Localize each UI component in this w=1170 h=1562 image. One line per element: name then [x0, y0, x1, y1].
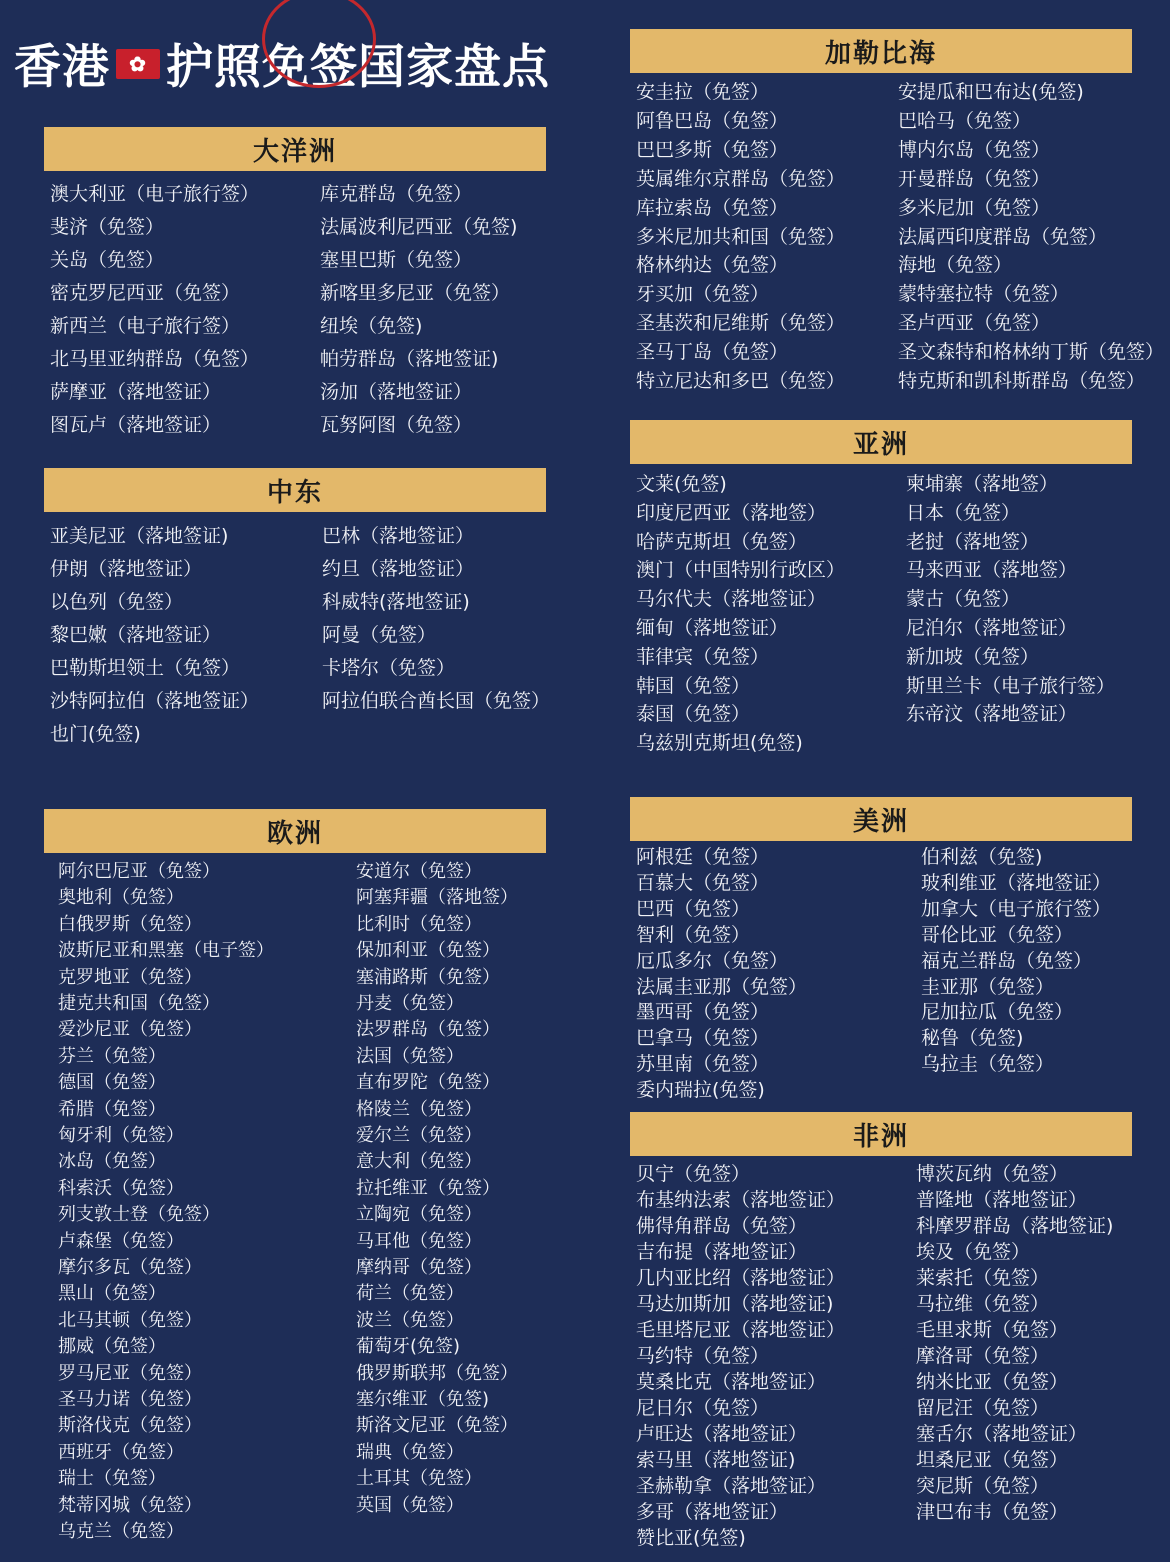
country-item: 阿塞拜疆（落地签） [356, 887, 518, 908]
hong-kong-flag-icon [116, 49, 160, 79]
country-item: 罗马尼亚（免签） [58, 1363, 202, 1384]
country-item: 土耳其（免签） [356, 1468, 482, 1489]
country-item: 爱尔兰（免签） [356, 1125, 482, 1146]
country-item: 留尼汪（免签） [916, 1397, 1050, 1419]
country-item: 伊朗（落地签证） [50, 558, 203, 580]
country-item: 福克兰群岛（免签） [921, 950, 1093, 972]
country-item: 特立尼达和多巴（免签） [636, 370, 846, 392]
country-item: 以色列（免签） [50, 591, 184, 613]
country-item: 克罗地亚（免签） [58, 967, 202, 988]
header-africa: 非洲 [630, 1112, 1132, 1156]
country-item: 菲律宾（免签） [636, 646, 770, 668]
header-europe: 欧洲 [44, 809, 546, 853]
country-item: 瑞典（免签） [356, 1442, 464, 1463]
country-item: 巴巴多斯（免签） [636, 139, 789, 161]
country-item: 索马里（落地签证) [636, 1449, 796, 1471]
country-item: 安提瓜和巴布达(免签) [898, 81, 1084, 103]
country-item: 多米尼加（免签） [898, 197, 1051, 219]
country-item: 圣马力诺（免签） [58, 1389, 202, 1410]
country-item: 贝宁（免签） [636, 1163, 751, 1185]
country-item: 塞里巴斯（免签） [320, 249, 473, 271]
country-item: 博内尔岛（免签） [898, 139, 1051, 161]
country-item: 荷兰（免签） [356, 1283, 464, 1304]
country-item: 特克斯和凯科斯群岛（免签） [898, 370, 1146, 392]
country-item: 黑山（免签） [58, 1283, 166, 1304]
country-item: 乌克兰（免签） [58, 1521, 184, 1542]
country-item: 芬兰（免签） [58, 1046, 166, 1067]
country-item: 乌兹别克斯坦(免签) [636, 732, 803, 754]
title-part-2: 护照 [166, 40, 262, 95]
country-item: 毛里塔尼亚（落地签证） [636, 1319, 846, 1341]
country-item: 法罗群岛（免签） [356, 1019, 500, 1040]
country-item: 萨摩亚（落地签证） [50, 381, 222, 403]
country-item: 俄罗斯联邦（免签） [356, 1363, 518, 1384]
country-item: 捷克共和国（免签） [58, 993, 220, 1014]
country-item: 马尔代夫（落地签证） [636, 588, 827, 610]
country-item: 白俄罗斯（免签） [58, 914, 202, 935]
country-item: 阿拉伯联合酋长国（免签） [322, 690, 551, 712]
country-item: 委内瑞拉(免签) [636, 1079, 765, 1101]
country-item: 秘鲁（免签) [921, 1027, 1024, 1049]
country-item: 塞尔维亚（免签) [356, 1389, 490, 1410]
country-item: 柬埔寨（落地签） [906, 473, 1059, 495]
country-item: 亚美尼亚（落地签证) [50, 525, 229, 547]
country-item: 梵蒂冈城（免签） [58, 1495, 202, 1516]
country-item: 列支敦士登（免签） [58, 1204, 220, 1225]
country-item: 库拉索岛（免签） [636, 197, 789, 219]
country-item: 意大利（免签） [356, 1151, 482, 1172]
country-item: 纳米比亚（免签） [916, 1371, 1069, 1393]
country-item: 斯洛伐克（免签） [58, 1415, 202, 1436]
country-item: 北马其顿（免签） [58, 1310, 202, 1331]
country-item: 直布罗陀（免签） [356, 1072, 500, 1093]
country-item: 智利（免签） [636, 924, 751, 946]
country-item: 西班牙（免签） [58, 1442, 184, 1463]
country-item: 圭亚那（免签） [921, 976, 1055, 998]
country-item: 科索沃（免签） [58, 1178, 184, 1199]
country-item: 厄瓜多尔（免签） [636, 950, 789, 972]
country-item: 巴拿马（免签） [636, 1027, 770, 1049]
country-item: 牙买加（免签） [636, 283, 770, 305]
country-item: 布基纳法索（落地签证） [636, 1189, 846, 1211]
country-item: 立陶宛（免签） [356, 1204, 482, 1225]
country-item: 瑞士（免签） [58, 1468, 166, 1489]
country-item: 汤加（落地签证） [320, 381, 473, 403]
country-item: 斯里兰卡（电子旅行签） [906, 675, 1116, 697]
country-item: 法国（免签） [356, 1046, 464, 1067]
country-item: 格陵兰（免签） [356, 1099, 482, 1120]
country-item: 巴勒斯坦领土（免签） [50, 657, 241, 679]
header-americas: 美洲 [630, 797, 1132, 841]
header-asia: 亚洲 [630, 420, 1132, 464]
title-part-3: 国家盘点 [358, 40, 550, 95]
country-item: 澳门（中国特别行政区） [636, 559, 846, 581]
country-item: 波斯尼亚和黑塞（电子签） [58, 940, 274, 961]
country-item: 东帝汶（落地签证） [906, 703, 1078, 725]
country-item: 佛得角群岛（免签） [636, 1215, 808, 1237]
country-item: 卢森堡（免签） [58, 1231, 184, 1252]
country-item: 阿曼（免签） [322, 624, 437, 646]
country-item: 百慕大（免签） [636, 872, 770, 894]
country-item: 爱沙尼亚（免签） [58, 1019, 202, 1040]
country-item: 马来西亚（落地签） [906, 559, 1078, 581]
country-item: 英属维尔京群岛（免签） [636, 168, 846, 190]
country-item: 马耳他（免签） [356, 1231, 482, 1252]
country-item: 坦桑尼亚（免签） [916, 1449, 1069, 1471]
country-item: 塞舌尔（落地签证） [916, 1423, 1088, 1445]
country-item: 法属圭亚那（免签） [636, 976, 808, 998]
country-item: 加拿大（电子旅行签） [921, 898, 1112, 920]
country-item: 毛里求斯（免签） [916, 1319, 1069, 1341]
country-item: 多米尼加共和国（免签） [636, 226, 846, 248]
country-item: 卢旺达（落地签证） [636, 1423, 808, 1445]
title-part-1: 香港 [14, 40, 110, 95]
country-item: 纽埃（免签) [320, 315, 423, 337]
country-item: 哈萨克斯坦（免签） [636, 531, 808, 553]
country-item: 莱索托（免签） [916, 1267, 1050, 1289]
country-item: 法属波利尼西亚（免签) [320, 216, 518, 238]
country-item: 澳大利亚（电子旅行签） [50, 183, 260, 205]
country-item: 突尼斯（免签） [916, 1475, 1050, 1497]
country-item: 图瓦卢（落地签证） [50, 414, 222, 436]
country-item: 多哥（落地签证） [636, 1501, 789, 1523]
country-item: 巴林（落地签证） [322, 525, 475, 547]
country-item: 日本（免签） [906, 502, 1021, 524]
country-item: 新加坡（免签） [906, 646, 1040, 668]
country-item: 马达加斯加（落地签证) [636, 1293, 834, 1315]
country-item: 赞比亚(免签) [636, 1527, 746, 1549]
country-item: 津巴布韦（免签） [916, 1501, 1069, 1523]
country-item: 阿尔巴尼亚（免签） [58, 861, 220, 882]
country-item: 丹麦（免签） [356, 993, 464, 1014]
country-item: 玻利维亚（落地签证） [921, 872, 1112, 894]
country-item: 沙特阿拉伯（落地签证） [50, 690, 260, 712]
country-item: 北马里亚纳群岛（免签） [50, 348, 260, 370]
country-item: 英国（免签） [356, 1495, 464, 1516]
country-item: 韩国（免签） [636, 675, 751, 697]
country-item: 格林纳达（免签） [636, 254, 789, 276]
country-item: 科威特(落地签证) [322, 591, 470, 613]
country-item: 新西兰（电子旅行签） [50, 315, 241, 337]
country-item: 德国（免签） [58, 1072, 166, 1093]
country-item: 蒙古（免签） [906, 588, 1021, 610]
country-item: 瓦努阿图（免签） [320, 414, 473, 436]
country-item: 关岛（免签） [50, 249, 165, 271]
country-item: 博茨瓦纳（免签） [916, 1163, 1069, 1185]
country-item: 斐济（免签） [50, 216, 165, 238]
country-item: 帕劳群岛（落地签证) [320, 348, 499, 370]
country-item: 阿根廷（免签） [636, 846, 770, 868]
country-item: 伯利兹（免签) [921, 846, 1043, 868]
title-highlight: 免签 [262, 40, 358, 95]
country-item: 法属西印度群岛（免签） [898, 226, 1108, 248]
country-item: 泰国（免签） [636, 703, 751, 725]
country-item: 波兰（免签） [356, 1310, 464, 1331]
country-item: 卡塔尔（免签） [322, 657, 456, 679]
country-item: 匈牙利（免签） [58, 1125, 184, 1146]
country-item: 尼日尔（免签） [636, 1397, 770, 1419]
country-item: 尼加拉瓜（免签） [921, 1001, 1074, 1023]
country-item: 马拉维（免签） [916, 1293, 1050, 1315]
country-item: 文莱(免签) [636, 473, 727, 495]
country-item: 科摩罗群岛（落地签证) [916, 1215, 1114, 1237]
country-item: 普隆地（落地签证） [916, 1189, 1088, 1211]
country-item: 冰岛（免签） [58, 1151, 166, 1172]
country-item: 斯洛文尼亚（免签） [356, 1415, 518, 1436]
country-item: 圣赫勒拿（落地签证） [636, 1475, 827, 1497]
header-middle-east: 中东 [44, 468, 546, 512]
country-item: 巴哈马（免签） [898, 110, 1032, 132]
country-item: 也门(免签) [50, 723, 141, 745]
country-item: 蒙特塞拉特（免签） [898, 283, 1070, 305]
country-item: 密克罗尼西亚（免签） [50, 282, 241, 304]
country-item: 黎巴嫩（落地签证） [50, 624, 222, 646]
country-item: 新喀里多尼亚（免签） [320, 282, 511, 304]
country-item: 塞浦路斯（免签） [356, 967, 500, 988]
country-item: 吉布提（落地签证） [636, 1241, 808, 1263]
country-item: 阿鲁巴岛（免签） [636, 110, 789, 132]
country-item: 摩尔多瓦（免签） [58, 1257, 202, 1278]
header-oceania: 大洋洲 [44, 127, 546, 171]
country-item: 乌拉圭（免签） [921, 1053, 1055, 1075]
country-item: 安圭拉（免签） [636, 81, 770, 103]
country-item: 埃及（免签） [916, 1241, 1031, 1263]
country-item: 印度尼西亚（落地签） [636, 502, 827, 524]
header-caribbean: 加勒比海 [630, 29, 1132, 73]
country-item: 拉托维亚（免签） [356, 1178, 500, 1199]
country-item: 尼泊尔（落地签证） [906, 617, 1078, 639]
country-item: 圣文森特和格林纳丁斯（免签） [898, 341, 1165, 363]
country-item: 老挝（落地签） [906, 531, 1040, 553]
country-item: 约旦（落地签证） [322, 558, 475, 580]
country-item: 奥地利（免签） [58, 887, 184, 908]
country-item: 墨西哥（免签） [636, 1001, 770, 1023]
country-item: 库克群岛（免签） [320, 183, 473, 205]
country-item: 保加利亚（免签） [356, 940, 500, 961]
country-item: 海地（免签） [898, 254, 1013, 276]
country-item: 比利时（免签） [356, 914, 482, 935]
country-item: 挪威（免签） [58, 1336, 166, 1357]
country-item: 莫桑比克（落地签证） [636, 1371, 827, 1393]
country-item: 苏里南（免签） [636, 1053, 770, 1075]
country-item: 葡萄牙(免签) [356, 1336, 461, 1357]
country-item: 巴西（免签） [636, 898, 751, 920]
country-item: 马约特（免签） [636, 1345, 770, 1367]
country-item: 几内亚比绍（落地签证） [636, 1267, 846, 1289]
country-item: 摩纳哥（免签） [356, 1257, 482, 1278]
country-item: 缅甸（落地签证） [636, 617, 789, 639]
country-item: 哥伦比亚（免签） [921, 924, 1074, 946]
country-item: 摩洛哥（免签） [916, 1345, 1050, 1367]
country-item: 希腊（免签） [58, 1099, 166, 1120]
country-item: 圣马丁岛（免签） [636, 341, 789, 363]
country-item: 圣卢西亚（免签） [898, 312, 1051, 334]
country-item: 安道尔（免签） [356, 861, 482, 882]
country-item: 圣基茨和尼维斯（免签） [636, 312, 846, 334]
country-item: 开曼群岛（免签） [898, 168, 1051, 190]
